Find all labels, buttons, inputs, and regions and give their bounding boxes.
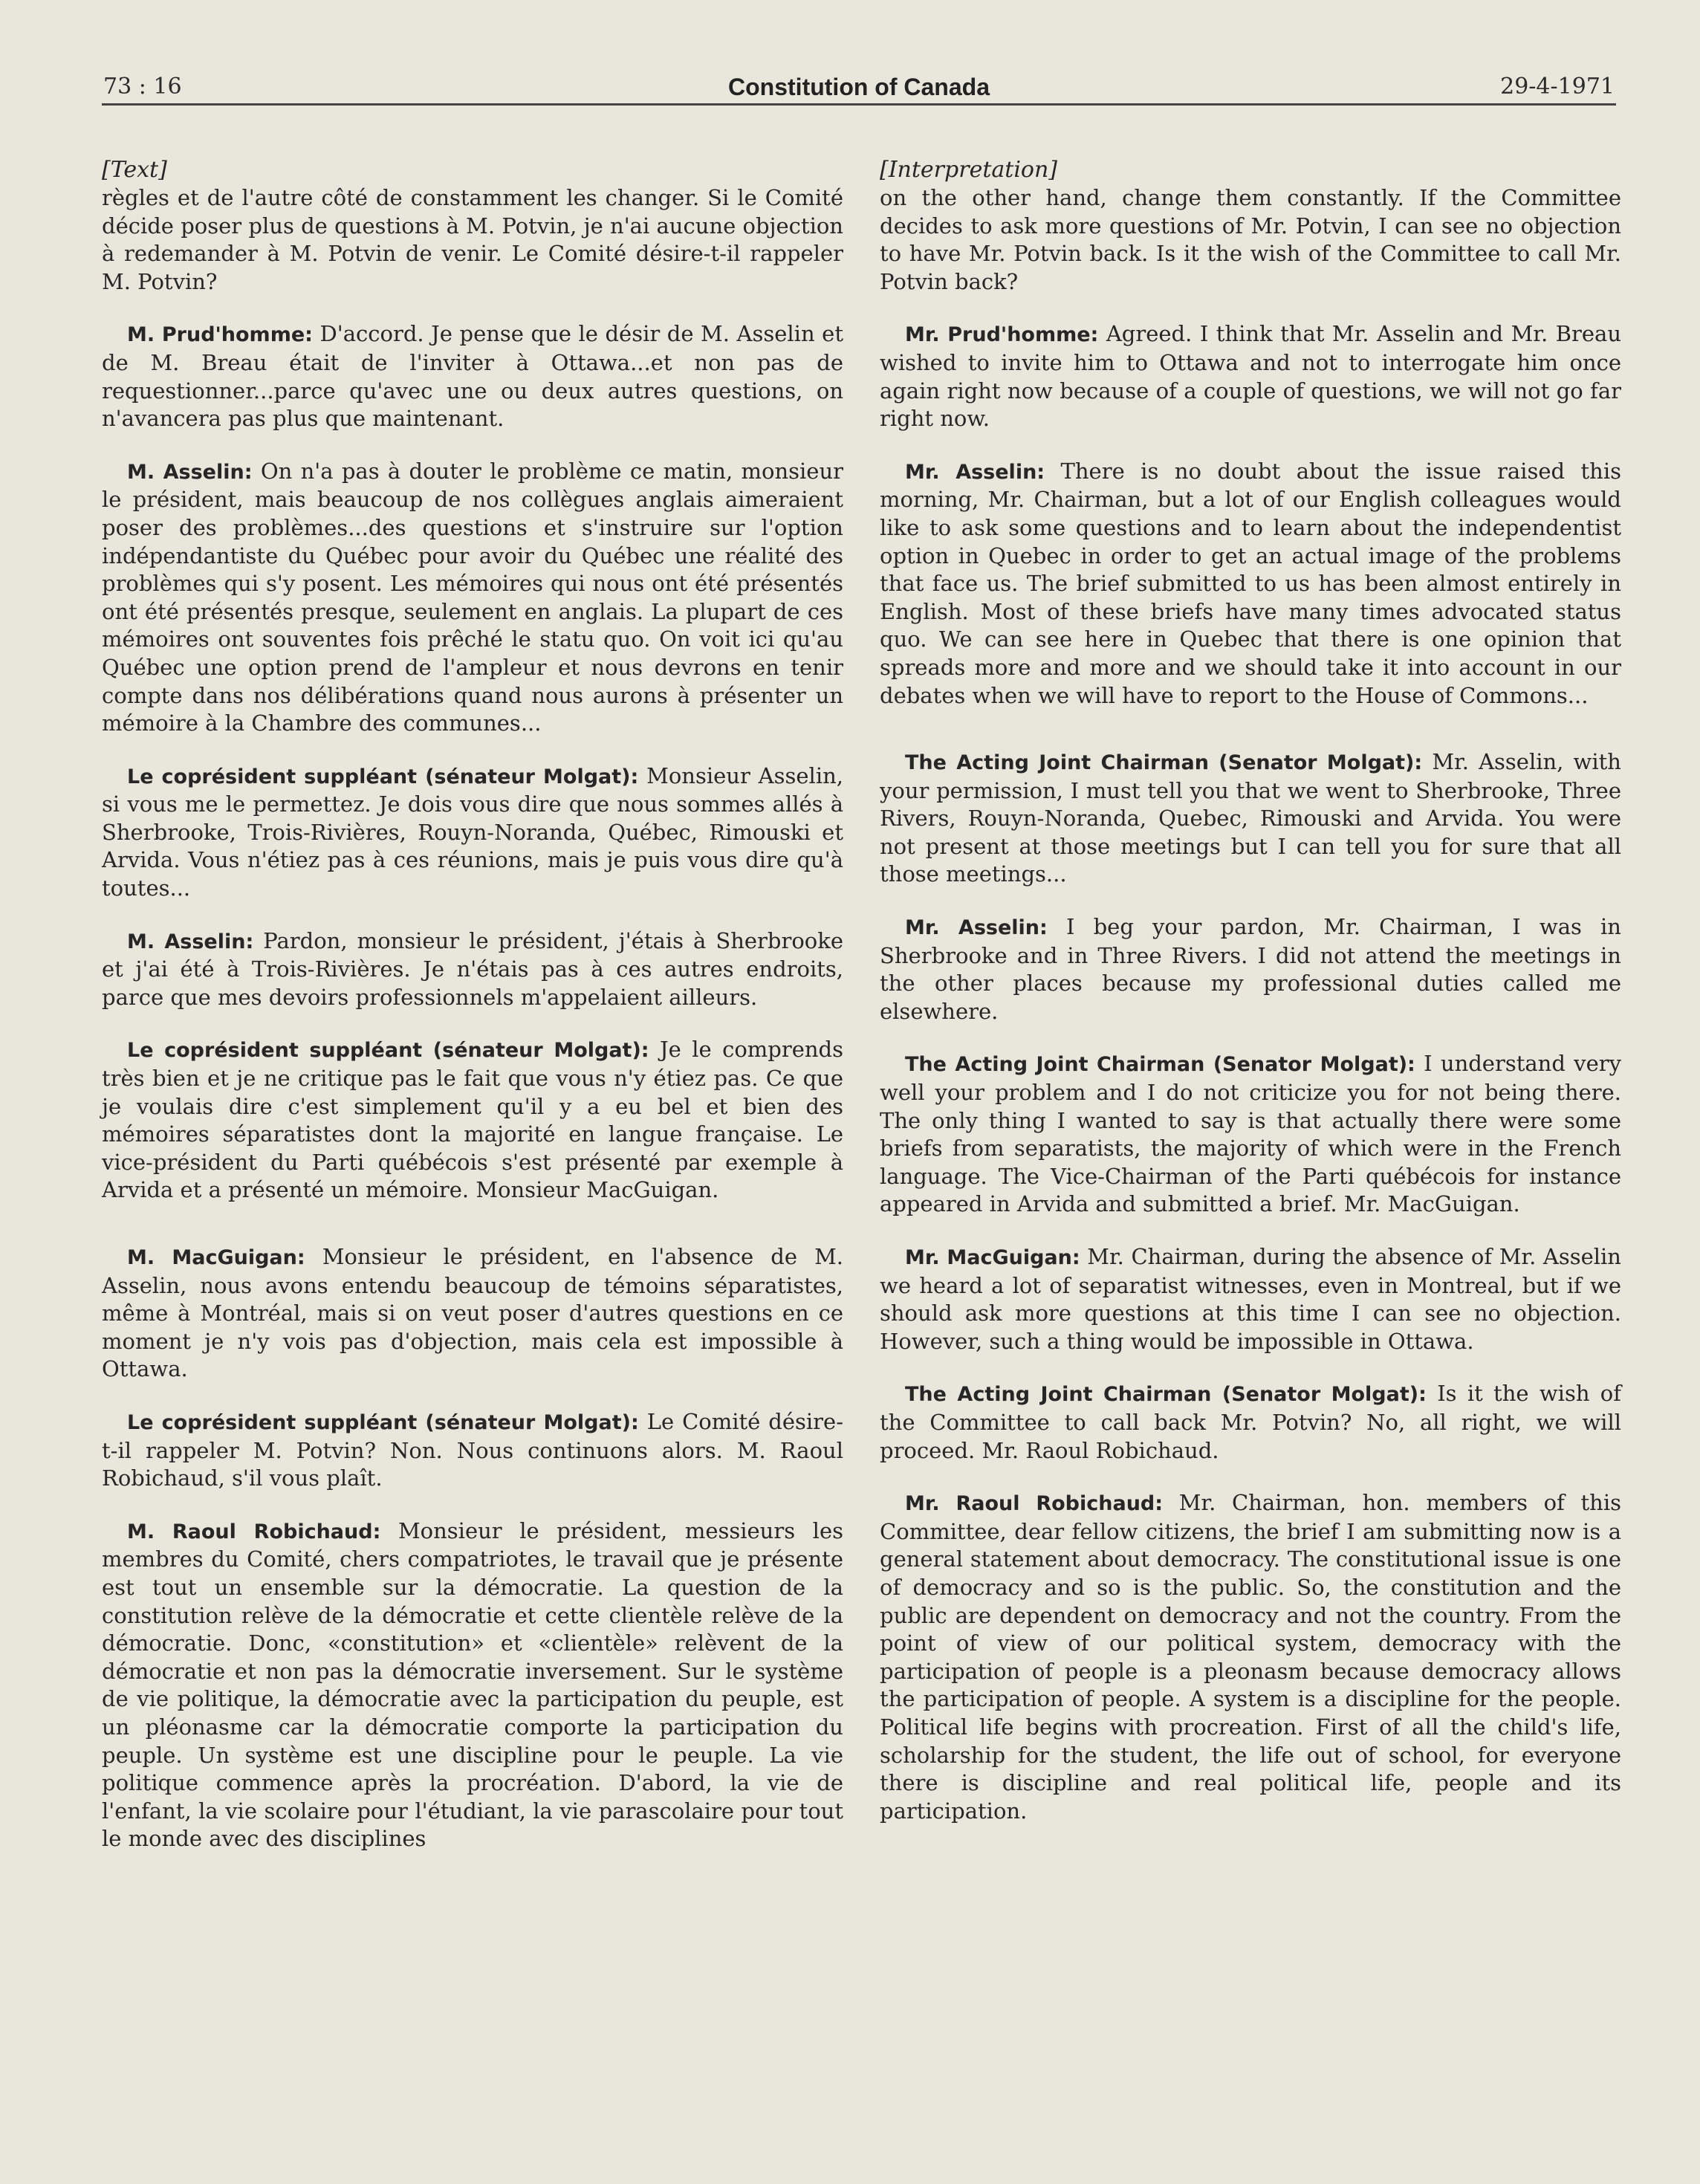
page-reference: 73 : 16 (103, 74, 182, 100)
paragraph-text: D'accord. Je pense que le désir de M. Asselin et de M. Breau était de l'inviter à Ottawa...et non pas de requestionner...parce qu'avec une ou deux autres questions, on n'avancera pas plus que maintenant. (102, 321, 844, 432)
speaker-name: Mr. Asselin: (905, 460, 1045, 484)
paragraph (102, 762, 843, 903)
paragraph-text: I beg your pardon, Mr. Chairman, I was in Sherbrooke and in Three Rivers. I did not attend the meetings in the other places because my professional duties called me elsewhere. (880, 914, 1621, 1024)
speaker-name: Le coprésident suppléant (sénateur Molgat): (127, 1039, 649, 1063)
speaker-name: The Acting Joint Chairman (Senator Molgat): (905, 1053, 1415, 1077)
speaker-name: Le coprésident suppléant (sénateur Molgat): (127, 765, 639, 788)
paragraph-text: on the other hand, change them constantly. If the Committee decides to ask more questions of Mr. Potvin, I can see no objection to have Mr. Potvin back. Is it the wish of the Committee to call Mr. Potvin back? (880, 185, 1621, 294)
paragraph (880, 1050, 1621, 1219)
page-header (102, 72, 1616, 106)
running-title: Constitution of Canada (728, 74, 990, 100)
english-interpretation-column (880, 156, 1621, 1850)
paragraph (880, 320, 1621, 432)
paragraph (102, 1036, 843, 1205)
speaker-name: M. Asselin: (127, 930, 254, 953)
paragraph-text: There is no doubt about the issue raised this morning, Mr. Chairman, but a lot of our English colleagues would like to ask some questions and to learn about the independentist option in Quebec in order to get an actual image of the problems that face us. The brief submitted to us has been almost entirely in English. Most of these briefs have many times advocated status quo. We can see here in Quebec that there is one opinion that spreads more and more and we should take it into account in our debates when we will have to report to the House of Commons... (880, 458, 1621, 708)
paragraph (102, 1517, 843, 1853)
paragraph-text: Is it the wish of the Committee to call back Mr. Potvin? No, all right, we will proceed. Mr. Raoul Robichaud. (880, 1381, 1621, 1463)
paragraph-text: Mr. Chairman, during the absence of Mr. Asselin we heard a lot of separatist witnesses, even in Montreal, but if we should ask more questions at this time I can see no objection. However, such a thing would be impossible in Ottawa. (880, 1244, 1621, 1354)
paragraph-text: I understand very well your problem and I do not criticize you for not being there. The only thing I wanted to say is that actually there were some briefs from separatists, the majority of which were in the French language. The Vice-Chairman of the Parti québécois for instance appeared in Arvida and submitted a brief. Mr. MacGuigan. (880, 1051, 1621, 1217)
header-date: 29-4-1971 (1500, 74, 1615, 100)
paragraph-text: On n'a pas à douter le problème ce matin, monsieur le président, mais beaucoup de nos collègues anglais aimeraient poser des problèmes...des questions et s'instruire sur l'option indépendantiste du Québec pour avoir du Québec une réalité des problèmes qui s'y posent. Les mémoires qui nous ont été présentés ont été présentés presque, seulement en anglais. La plupart de ces mémoires ont souventes fois prêché le statu quo. On voit ici qu'au Québec une option prend de l'ampleur et nous devrons en tenir compte dans nos délibérations quand nous aurons à présenter un mémoire à la Chambre des communes... (102, 458, 843, 736)
paragraph (880, 913, 1621, 1025)
paragraph-text: Je le comprends très bien et je ne critique pas le fait que vous n'y étiez pas. Ce que je voulais dire c'est simplement qu'il y a eu bel et bien des mémoires séparatistes dont la majorité en langue française. Le vice-président du Parti québécois s'est présenté par exemple à Arvida et a présenté un mémoire. Monsieur MacGuigan. (102, 1037, 844, 1203)
column-label-text: [Text] (102, 157, 167, 183)
paragraph (880, 1489, 1621, 1825)
speaker-name: M. MacGuigan: (127, 1246, 305, 1269)
speaker-name: Le coprésident suppléant (sénateur Molgat): (127, 1410, 639, 1434)
french-text-column (102, 156, 843, 1878)
paragraph (880, 184, 1621, 296)
paragraph (102, 1243, 843, 1384)
paragraph (880, 748, 1621, 889)
speaker-name: The Acting Joint Chairman (Senator Molgat): (905, 1383, 1427, 1407)
paragraph (880, 1243, 1621, 1355)
speaker-name: Mr. Raoul Robichaud: (905, 1492, 1164, 1516)
paragraph-text: règles et de l'autre côté de constamment les changer. Si le Comité décide poser plus de questions à M. Potvin, je n'ai aucune objection à redemander à M. Potvin de venir. Le Comité désire-t-il rappeler M. Potvin? (102, 185, 843, 294)
speaker-name: M. Prud'homme: (127, 323, 313, 347)
paragraph-text: Mr. Asselin, with your permission, I must tell you that we went to Sherbrooke, Three Rivers, Rouyn-Noranda, Quebec, Rimouski and Arvida. You were not present at those meetings but I can tell you for sure that all those meetings... (880, 749, 1621, 887)
paragraph (102, 320, 843, 432)
paragraph (102, 927, 843, 1012)
speaker-name: M. Raoul Robichaud: (127, 1520, 381, 1543)
paragraph-text: Mr. Chairman, hon. members of this Committee, dear fellow citizens, the brief I am submitting now is a general statement about democracy. The constitutional issue is one of democracy and so is the public. So, the constitution and the public are dependent on democracy and not the country. From the point of view of our political system, democracy with the participation of people is a pleonasm because democracy allows the participation of people. A system is a discipline for the people. Political life begins with procreation. First of all the child's life, scholarship for the student, the life out of school, for everyone there is discipline and real political life, people and its participation. (880, 1490, 1621, 1824)
column-label-interpretation: [Interpretation] (880, 157, 1058, 183)
speaker-name: The Acting Joint Chairman (Senator Molgat): (905, 751, 1423, 775)
speaker-name: Mr. Prud'homme: (905, 323, 1099, 347)
paragraph-text: Monsieur le président, messieurs les membres du Comité, chers compatriotes, le travail que je présente est tout un ensemble sur la démocratie. La question de la constitution relève de la démocratie et cette clientèle relève de la démocratie. Donc, «constitution» et «clientèle» relèvent de la démocratie et non pas la démocratie inversement. Sur le système de vie politique, la démocratie avec la participation du peuple, est un pléonasme car la démocratie comporte la participation du peuple. Un système est une discipline pour le peuple. La vie politique commence après la procréation. D'abord, la vie de l'enfant, la vie scolaire pour l'étudiant, la vie parascolaire pour tout le monde avec des disciplines (102, 1517, 843, 1852)
paragraph (880, 458, 1621, 710)
speaker-name: Mr. Asselin: (905, 916, 1048, 940)
paragraph (102, 458, 843, 738)
paragraph-text: Agreed. I think that Mr. Asselin and Mr. Breau wished to invite him to Ottawa and not to interrogate him once again right now because of a couple of questions, we will not go far right now. (880, 321, 1621, 432)
paragraph (102, 1408, 843, 1493)
paragraph (102, 184, 843, 296)
paragraph-text: Pardon, monsieur le président, j'étais à Sherbrooke et j'ai été à Trois-Rivières. Je n'étais pas à ces autres endroits, parce que mes devoirs professionnels m'appelaient ailleurs. (102, 927, 844, 1010)
paragraph-text: Monsieur Asselin, si vous me le permettez. Je dois vous dire que nous sommes allés à Sherbrooke, Trois-Rivières, Rouyn-Noranda, Québec, Rimouski et Arvida. Vous n'étiez pas à ces réunions, mais je puis vous dire qu'à toutes... (102, 762, 843, 901)
paragraph-text: Monsieur le président, en l'absence de M. Asselin, nous avons entendu beaucoup de témoins séparatistes, même à Montréal, mais si on veut poser d'autres questions en ce moment je n'y vois pas d'objection, mais cela est impossible à Ottawa. (102, 1244, 843, 1382)
paragraph (880, 1380, 1621, 1465)
paragraph-text: Le Comité désire-t-il rappeler M. Potvin? Non. Nous continuons alors. M. Raoul Robichaud, s'il vous plaît. (102, 1408, 843, 1491)
speaker-name: Mr. MacGuigan: (905, 1246, 1080, 1269)
speaker-name: M. Asselin: (127, 460, 253, 484)
